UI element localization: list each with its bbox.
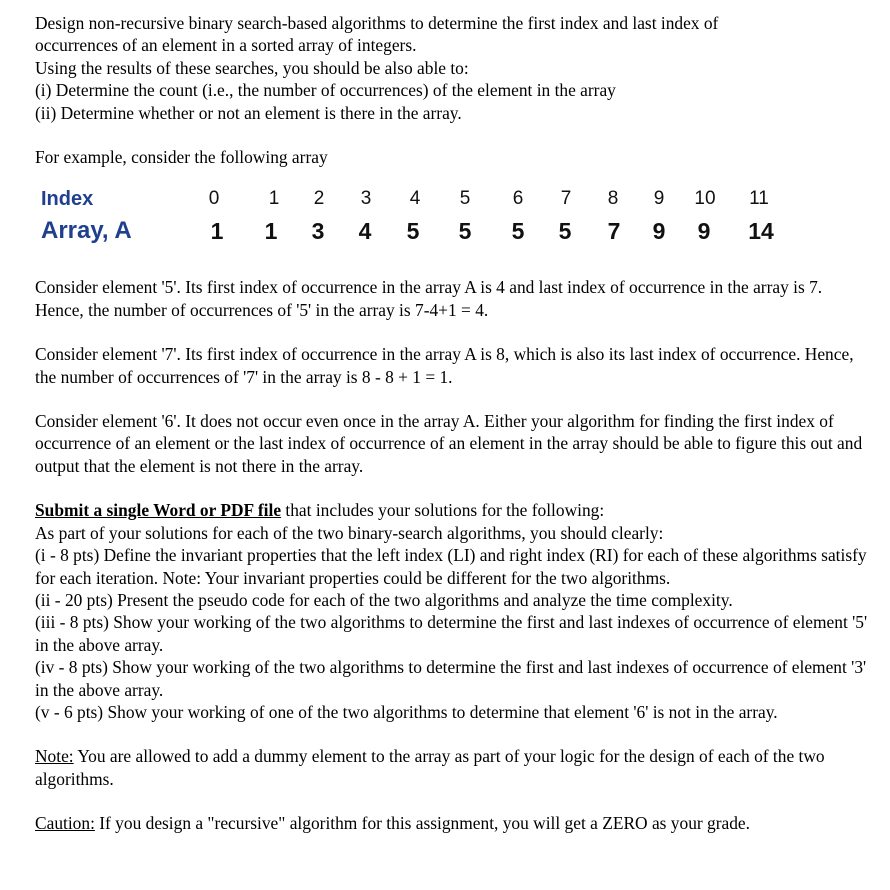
index-cell-8: 8 — [607, 188, 619, 210]
submit-instructions: As part of your solutions for each of the two binary-search algorithms, you should clearly: — [35, 522, 664, 543]
submission-requirements — [35, 499, 875, 723]
note-text: You are allowed to add a dummy element to the array as part of your logic for the design of each of the two algorithms. — [35, 746, 825, 789]
example-intro: For example, consider the following array — [35, 147, 328, 168]
array-cell-10: 9 — [697, 218, 711, 245]
array-cell-11: 14 — [748, 218, 774, 245]
submit-heading: Submit a single Word or PDF file — [35, 500, 282, 521]
caution-text: If you design a "recursive" algorithm for this assignment, you will get a ZERO as your grade. — [94, 813, 750, 834]
intro-section — [35, 12, 875, 124]
index-cell-7: 7 — [560, 188, 572, 210]
caution-label: Caution: — [35, 813, 95, 834]
intro-line-1: Design non-recursive binary search-based algorithms to determine the first index and last index of — [35, 13, 719, 33]
requirement-item-5: (v - 6 pts) Show your working of one of the two algorithms to determine that element '6' is not in the array. — [35, 701, 778, 722]
index-cell-5: 5 — [459, 188, 471, 210]
requirement-item-2: (ii - 20 pts) Present the pseudo code for each of the two algorithms and analyze the time complexity. — [35, 589, 733, 610]
index-cell-2: 2 — [313, 188, 325, 210]
requirement-item-1: (i - 8 pts) Define the invariant properties that the left index (LI) and right index (RI) for each of these algorithms satisfy for each iteration. Note: Your invariant properties could be different for the two algorithms. — [35, 545, 867, 588]
array-cell-7: 5 — [558, 218, 572, 245]
example-element-7: Consider element '7'. Its first index of occurrence in the array A is 8, which is also its last index of occurrence. Hence, the number of occurrences of '7' in the array is 8 - 8 + 1 = 1. — [35, 344, 854, 387]
intro-line-2: occurrences of an element in a sorted array of integers. — [35, 35, 417, 56]
example-element-5: Consider element '5'. Its first index of occurrence in the array A is 4 and last index of occurrence in the array is 7. Hence, the number of occurrences of '5' in the array is 7-4+1 = 4. — [35, 277, 823, 320]
intro-line-4: (i) Determine the count (i.e., the number of occurrences) of the element in the array — [35, 80, 616, 101]
index-cell-4: 4 — [409, 188, 421, 210]
array-cell-9: 9 — [652, 218, 666, 245]
array-cell-5: 5 — [458, 218, 472, 245]
index-cell-6: 6 — [512, 188, 524, 210]
index-cell-10: 10 — [694, 188, 716, 210]
array-cell-3: 4 — [358, 218, 372, 245]
array-cell-2: 3 — [311, 218, 325, 245]
caution-paragraph — [35, 812, 875, 834]
index-cell-11: 11 — [749, 188, 769, 210]
note-label: Note: — [35, 746, 74, 767]
intro-line-3: Using the results of these searches, you should be also able to: — [35, 57, 469, 78]
assignment-document — [35, 12, 875, 835]
intro-line-5: (ii) Determine whether or not an element is there in the array. — [35, 102, 462, 123]
requirement-item-3: (iii - 8 pts) Show your working of the two algorithms to determine the first and last indexes of occurrence of element '5' in the above array. — [35, 612, 868, 655]
array-cell-6: 5 — [511, 218, 525, 245]
example-array-table — [35, 184, 875, 252]
submit-heading-line — [35, 499, 875, 521]
index-cell-1: 1 — [268, 188, 280, 210]
index-row-label: Index — [41, 188, 94, 211]
array-cell-8: 7 — [607, 218, 621, 245]
example-element-6: Consider element '6'. It does not occur even once in the array A. Either your algorithm for finding the first index of occurrence of an element or the last index of occurrence of an element in the array should be able to figure this out and output that the element is not there in the array. — [35, 411, 863, 476]
array-row-label: Array, A — [41, 217, 132, 245]
note-paragraph — [35, 745, 875, 790]
array-cell-4: 5 — [406, 218, 420, 245]
index-cell-0: 0 — [208, 188, 220, 210]
requirement-item-4: (iv - 8 pts) Show your working of the two algorithms to determine the first and last indexes of occurrence of element '3' in the above array. — [35, 657, 867, 700]
submit-heading-rest: that includes your solutions for the following: — [281, 500, 605, 521]
index-cell-3: 3 — [360, 188, 372, 210]
index-cell-9: 9 — [653, 188, 665, 210]
array-cell-1: 1 — [264, 218, 278, 245]
array-cell-0: 1 — [210, 218, 224, 245]
